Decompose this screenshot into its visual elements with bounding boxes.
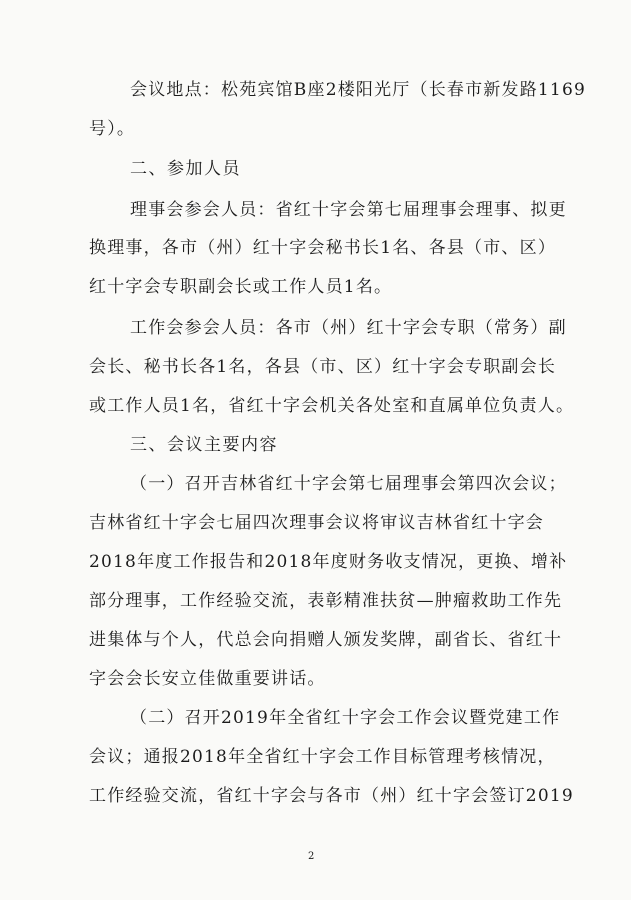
item-one-line-1: （一）召开吉林省红十字会第七届理事会第四次会议； xyxy=(130,474,567,494)
venue-line-1: 会议地点：松苑宾馆B座2楼阳光厅（长春市新发路1169 xyxy=(130,80,586,100)
item-two-line-3: 工作经验交流，省红十字会与各市（州）红十字会签订2019 xyxy=(89,786,574,806)
item-one-line-6: 字会会长安立佳做重要讲话。 xyxy=(89,669,326,689)
item-two-line-2: 会议；通报2018年全省红十字会工作目标管理考核情况， xyxy=(89,747,556,767)
item-two-line-1: （二）召开2019年全省红十字会工作会议暨党建工作 xyxy=(130,708,561,728)
item-one-line-3: 2018年度工作报告和2018年度财务收支情况，更换、增补 xyxy=(89,552,568,572)
work-participants-line-2: 会长、秘书长各1名，各县（市、区）红十字会专职副会长 xyxy=(89,357,557,377)
item-one-line-4: 部分理事，工作经验交流，表彰精准扶贫—肿瘤救助工作先 xyxy=(89,591,563,611)
item-one-line-2: 吉林省红十字会七届四次理事会议将审议吉林省红十字会 xyxy=(89,513,544,533)
work-participants-line-1: 工作会参会人员：各市（州）红十字会专职（常务）副 xyxy=(130,318,567,338)
work-participants-line-3: 或工作人员1名，省红十字会机关各处室和直属单位负责人。 xyxy=(89,396,575,416)
section-heading-content: 三、会议主要内容 xyxy=(130,435,278,455)
council-participants-line-1: 理事会参会人员：省红十字会第七届理事会理事、拟更 xyxy=(130,200,567,220)
item-one-line-5: 进集体与个人，代总会向捐赠人颁发奖牌，副省长、省红十 xyxy=(89,630,563,650)
page-number: 2 xyxy=(308,851,315,862)
council-participants-line-2: 换理事，各市（州）红十字会秘书长1名、各县（市、区） xyxy=(89,238,557,258)
council-participants-line-3: 红十字会专职副会长或工作人员1名。 xyxy=(89,277,393,297)
section-heading-participants: 二、参加人员 xyxy=(130,159,241,179)
venue-line-2: 号）。 xyxy=(89,119,136,139)
